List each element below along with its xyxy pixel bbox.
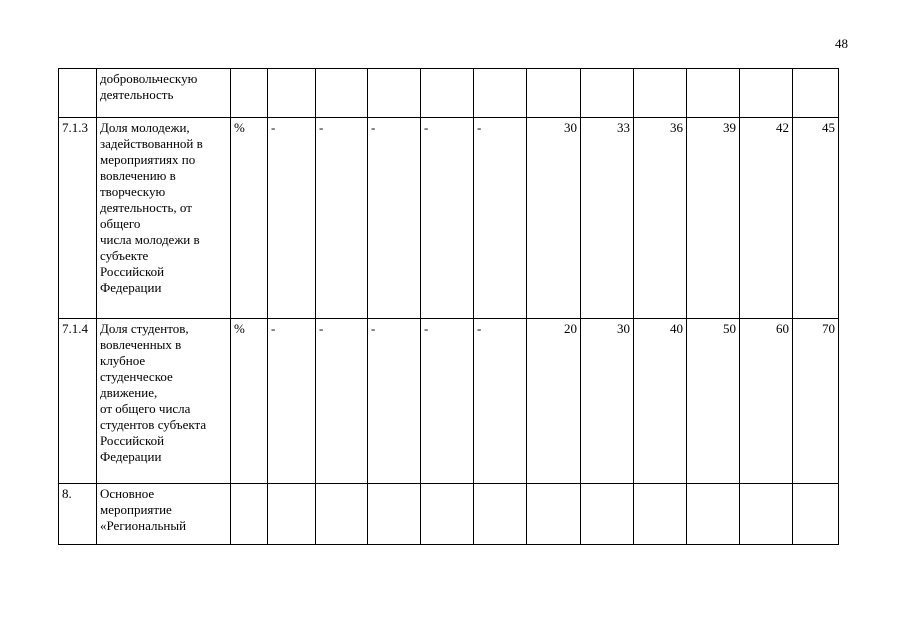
unit-cell <box>231 484 268 545</box>
indicator-name-line: мероприятиях по <box>100 152 196 167</box>
target-value-cell <box>687 69 740 118</box>
base-year-cell: - <box>368 118 421 319</box>
target-value-cell <box>687 484 740 545</box>
indicator-name-line: задействованной в <box>100 136 203 151</box>
table-row <box>59 319 839 484</box>
target-value-cell: 33 <box>581 118 634 319</box>
target-value-cell <box>793 484 839 545</box>
indicator-name <box>97 484 231 545</box>
target-value-cell <box>527 69 581 118</box>
indicator-name-line: клубное <box>100 353 146 368</box>
indicator-name-line: числа молодежи в <box>100 232 200 247</box>
base-year-cell: - <box>268 118 316 319</box>
indicator-name-line: Основное <box>100 486 155 501</box>
base-year-cell <box>316 69 368 118</box>
target-value-cell <box>634 69 687 118</box>
base-year-cell <box>474 484 527 545</box>
indicator-name-line: движение, <box>100 385 158 400</box>
unit-cell: % <box>231 118 268 319</box>
base-year-cell <box>368 484 421 545</box>
base-year-cell: - <box>268 319 316 484</box>
base-year-cell <box>316 484 368 545</box>
base-year-cell: - <box>316 118 368 319</box>
target-value-cell: 30 <box>527 118 581 319</box>
target-value-cell: 60 <box>740 319 793 484</box>
target-value-cell: 20 <box>527 319 581 484</box>
base-year-cell: - <box>316 319 368 484</box>
row-code <box>59 69 97 118</box>
target-value-cell <box>793 69 839 118</box>
indicator-name-line: Доля молодежи, <box>100 120 190 135</box>
table-row <box>59 118 839 319</box>
indicator-name-line: деятельность <box>100 87 174 102</box>
indicator-name-line: студенческое <box>100 369 173 384</box>
target-value-cell <box>581 484 634 545</box>
target-value-cell <box>740 484 793 545</box>
target-value-cell: 39 <box>687 118 740 319</box>
target-value-cell: 36 <box>634 118 687 319</box>
base-year-cell: - <box>421 118 474 319</box>
indicator-name-line: Российской <box>100 264 165 279</box>
base-year-cell <box>368 69 421 118</box>
base-year-cell: - <box>474 319 527 484</box>
indicator-name-line: творческую <box>100 184 166 199</box>
base-year-cell: - <box>421 319 474 484</box>
indicator-name-line: «Региональный <box>100 518 187 533</box>
indicator-name-line: Доля студентов, <box>100 321 189 336</box>
base-year-cell: - <box>474 118 527 319</box>
base-year-cell <box>268 484 316 545</box>
indicator-name-line: студентов субъекта <box>100 417 207 432</box>
target-value-cell: 70 <box>793 319 839 484</box>
row-code: 8. <box>59 484 97 545</box>
indicator-name <box>97 69 231 118</box>
target-value-cell: 45 <box>793 118 839 319</box>
indicator-name-line: вовлечению в <box>100 168 176 183</box>
row-code: 7.1.4 <box>59 319 97 484</box>
indicator-name-line: Федерации <box>100 449 162 464</box>
page-number: 48 <box>835 36 848 51</box>
target-value-cell <box>581 69 634 118</box>
indicator-name-line: вовлеченных в <box>100 337 182 352</box>
indicator-name-line: мероприятие <box>100 502 172 517</box>
indicator-name <box>97 118 231 319</box>
base-year-cell <box>474 69 527 118</box>
indicator-name-line: Российской <box>100 433 165 448</box>
indicators-table <box>58 68 839 545</box>
base-year-cell <box>421 69 474 118</box>
target-value-cell: 50 <box>687 319 740 484</box>
target-value-cell <box>740 69 793 118</box>
base-year-cell <box>268 69 316 118</box>
base-year-cell <box>421 484 474 545</box>
target-value-cell: 40 <box>634 319 687 484</box>
target-value-cell <box>634 484 687 545</box>
target-value-cell: 30 <box>581 319 634 484</box>
unit-cell: % <box>231 319 268 484</box>
indicator-name-line: субъекте <box>100 248 149 263</box>
indicator-name-line: Федерации <box>100 280 162 295</box>
unit-cell <box>231 69 268 118</box>
indicator-name-line: добровольческую <box>100 71 198 86</box>
indicator-name-line: деятельность, от <box>100 200 192 215</box>
indicator-name-line: от общего числа <box>100 401 191 416</box>
base-year-cell: - <box>368 319 421 484</box>
target-value-cell <box>527 484 581 545</box>
table-row <box>59 69 839 118</box>
row-code: 7.1.3 <box>59 118 97 319</box>
indicator-name-line: общего <box>100 216 141 231</box>
target-value-cell: 42 <box>740 118 793 319</box>
table-row <box>59 484 839 545</box>
indicator-name <box>97 319 231 484</box>
